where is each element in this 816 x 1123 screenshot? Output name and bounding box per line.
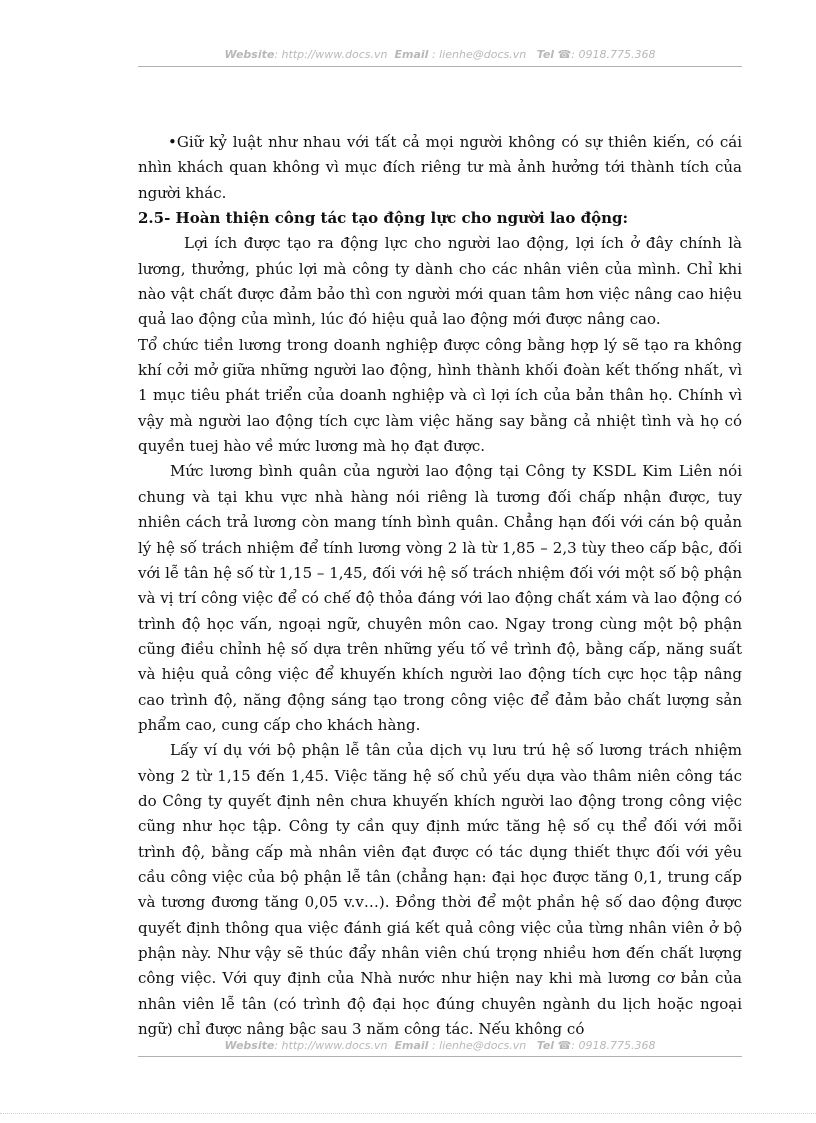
paragraph-1: Giữ kỷ luật như nhau với tất cả mọi người không có sự thiên kiến, có cái nhìn khách quan không vì mục đích riêng tư mà ảnh hưởng tới thành tích của người khác.	[138, 133, 742, 202]
phone-icon: ☎	[557, 1039, 572, 1052]
page-separator	[0, 1113, 816, 1114]
paragraph-3: Tổ chức tiền lương trong doanh nghiệp được công bằng hợp lý sẽ tạo ra không khí cởi mở giữa những người lao động, hình thành khối đoàn kết thống nhất, vì 1 mục tiêu phát triển của doanh nghiệp và cì lợi ích của bản thân họ. Chính vì vậy mà người lao động tích cực làm việc hăng say bằng cả nhiệt tình và họ có quyền tuej hào về mức lương mà họ đạt được.	[138, 335, 742, 456]
header-email-label: Email	[394, 48, 429, 61]
page-header	[138, 48, 742, 61]
paragraph-5: Lấy ví dụ với bộ phận lễ tân của dịch vụ lưu trú hệ số lương trách nhiệm vòng 2 từ 1,15 đến 1,45. Việc tăng hệ số chủ yếu dựa vào thâm niên công tác do Công ty quyết định nên chưa khuyến khích người lao động trong công việc cũng như học tập. Công ty cần quy định mức tăng hệ số cụ thể đối với mỗi trình độ, bằng cấp mà nhân viên đạt được có tác dụng thiết thực đối với yêu cầu công việc của bộ phận lễ tân (chẳng hạn: đại học được tăng 0,1, trung cấp và tương đương tăng 0,05 v.v…). Đồng thời để một phần hệ số dao động được quyết định thông qua việc đánh giá kết quả công việc của từng nhân viên ở bộ phận này. Như vậy sẽ thúc đẩy nhân viên chú trọng nhiều hơn đến chất lượng công việc. Với quy định của Nhà nước như hiện nay khi mà lương cơ bản của nhân viên lễ tân (có trình độ đại học đúng chuyên ngành du lịch hoặc ngoại ngữ) chỉ được nâng bậc sau 3 năm công tác. Nếu không có	[138, 741, 742, 1039]
footer-rule	[138, 1056, 742, 1057]
footer-tel-label: Tel	[536, 1039, 555, 1052]
header-tel-value: : 0918.775.368	[571, 48, 656, 61]
footer-email-label: Email	[394, 1039, 429, 1052]
header-tel-label: Tel	[536, 48, 555, 61]
header-rule	[138, 66, 742, 67]
header-email-value: : lienhe@docs.vn	[431, 48, 527, 61]
footer-website-label: Website	[224, 1039, 275, 1052]
paragraph-bullet	[138, 130, 742, 206]
section-heading: 2.5- Hoàn thiện công tác tạo động lực cho người lao động:	[138, 209, 629, 228]
phone-icon: ☎	[557, 48, 572, 61]
paragraph-2: Lợi ích được tạo ra động lực cho người lao động, lợi ích ở đây chính là lương, thưởng, phúc lợi mà công ty dành cho các nhân viên của mình. Chỉ khi nào vật chất được đảm bảo thì con người mới quan tâm hơn việc nâng cao hiệu quả lao động của mình, lúc đó hiệu quả lao động mới được nâng cao.	[138, 234, 742, 329]
bullet-glyph: •	[168, 133, 177, 151]
page-footer	[138, 1039, 742, 1052]
body-text	[138, 130, 742, 1042]
paragraph-4: Mức lương bình quân của người lao động tại Công ty KSDL Kim Liên nói chung và tại khu vực nhà hàng nói riêng là tương đối chấp nhận được, tuy nhiên cách trả lương còn mang tính bình quân. Chẳng hạn đối với cán bộ quản lý hệ số trách nhiệm để tính lương vòng 2 là từ 1,85 – 2,3 tùy theo cấp bậc, đối với lễ tân hệ số từ 1,15 – 1,45, đối với hệ số trách nhiệm đối với một số bộ phận và vị trí công việc để có chế độ thỏa đáng với lao động chất xám và lao động có trình độ học vấn, ngoại ngữ, chuyên môn cao. Ngay trong cùng một bộ phận cũng điều chỉnh hệ số dựa trên những yếu tố về trình độ, bằng cấp, năng suất và hiệu quả công việc để khuyến khích người lao động tích cực học tập nâng cao trình độ, năng động sáng tạo trong công việc để đảm bảo chất lượng sản phẩm cao, cung cấp cho khách hàng.	[138, 462, 742, 734]
footer-tel-value: : 0918.775.368	[571, 1039, 656, 1052]
header-website-value: : http://www.docs.vn	[274, 48, 388, 61]
header-website-label: Website	[224, 48, 275, 61]
footer-email-value: : lienhe@docs.vn	[431, 1039, 527, 1052]
footer-website-value: : http://www.docs.vn	[274, 1039, 388, 1052]
